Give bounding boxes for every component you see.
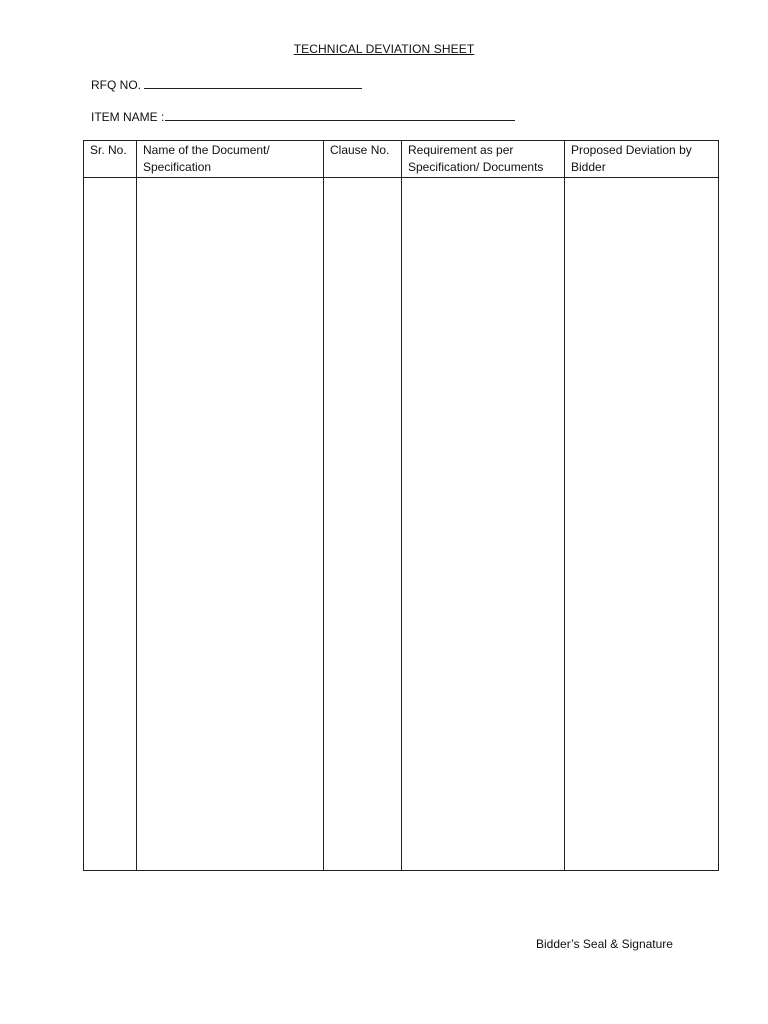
cell-requirement[interactable] bbox=[402, 178, 565, 871]
deviation-table bbox=[83, 140, 719, 871]
rfq-number-field[interactable] bbox=[91, 77, 362, 92]
item-name-label: ITEM NAME : bbox=[91, 110, 165, 124]
cell-proposed-deviation[interactable] bbox=[565, 178, 719, 871]
header-sr-no: Sr. No. bbox=[84, 141, 137, 178]
table-header-row bbox=[84, 141, 719, 178]
bidder-signature-label: Bidder’s Seal & Signature bbox=[536, 937, 673, 951]
rfq-number-label: RFQ NO. bbox=[91, 78, 141, 92]
header-requirement: Requirement as per Specification/ Documents bbox=[402, 141, 565, 178]
item-name-blank[interactable] bbox=[165, 109, 515, 121]
header-proposed-deviation: Proposed Deviation by Bidder bbox=[565, 141, 719, 178]
cell-document-name[interactable] bbox=[137, 178, 324, 871]
document-title: TECHNICAL DEVIATION SHEET bbox=[293, 42, 475, 56]
cell-clause-no[interactable] bbox=[324, 178, 402, 871]
header-document-name: Name of the Document/ Specification bbox=[137, 141, 324, 178]
cell-sr-no[interactable] bbox=[84, 178, 137, 871]
header-clause-no: Clause No. bbox=[324, 141, 402, 178]
table-row bbox=[84, 178, 719, 871]
item-name-field[interactable] bbox=[91, 109, 515, 124]
rfq-number-blank[interactable] bbox=[144, 77, 362, 89]
